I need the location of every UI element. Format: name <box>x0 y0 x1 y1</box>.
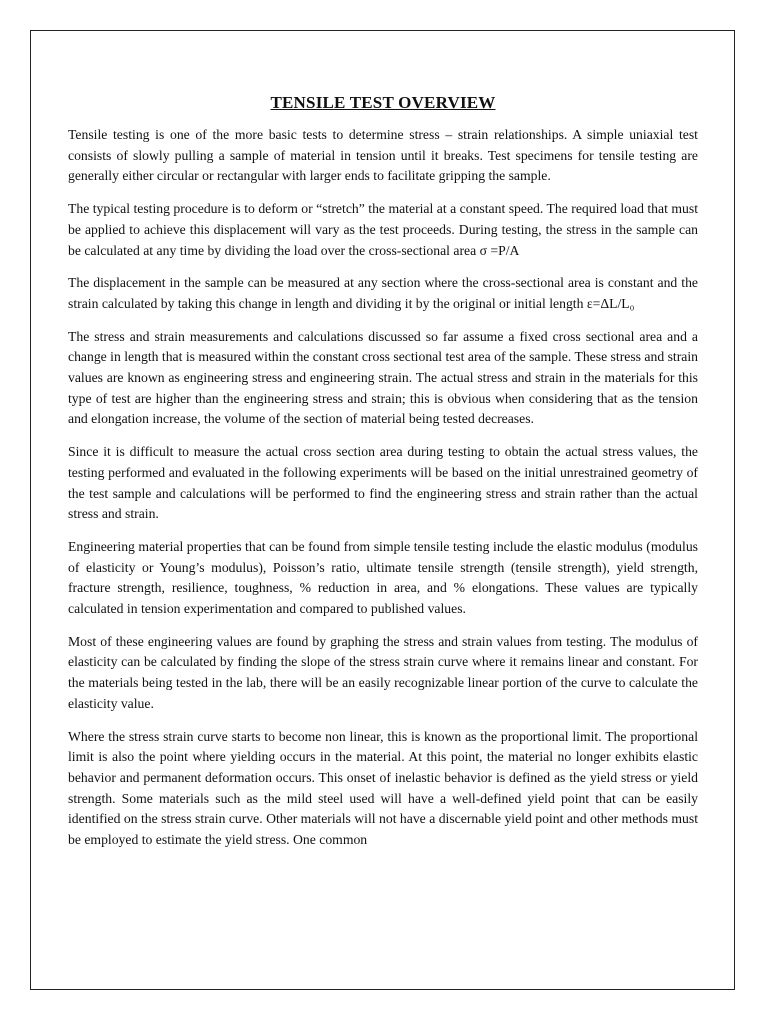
paragraph-proportional-limit: Where the stress strain curve starts to become non linear, this is known as the proportional limit. The proportional limit is also the point where yielding occurs in the material. At this point, the material no longer exhibits elastic behavior and permanent deformation occurs. This onset of inelastic behavior is defined as the yield stress or yield strength. Some materials such as the mild steel used will have a well-defined yield point that can be easily identified on the stress strain curve. Other materials will not have a discernable yield point and other methods must be employed to estimate the yield stress. One common <box>68 728 698 848</box>
paragraph-initial-geometry: Since it is difficult to measure the actual cross section area during testing to obtain the actual stress values, the testing performed and evaluated in the following experiments will be based on the initial unrestrained geometry of the test sample and calculations will be performed to find the engineering stress and strain rather than the actual stress and strain. <box>68 444 698 522</box>
paragraph-material-properties: Engineering material properties that can be found from simple tensile testing include the elastic modulus (modulus of elasticity or Young’s modulus), Poisson’s ratio, ultimate tensile strength (tensile strength), yield strength, fracture strength, resilience, toughness, % reduction in area, and % elongations. These values are typically calculated in tension experimentation and compared to published values. <box>68 538 698 617</box>
document-title: TENSILE TEST OVERVIEW <box>270 93 496 112</box>
page-frame <box>30 30 735 990</box>
paragraph-engineering-stress: The stress and strain measurements and calculations discussed so far assume a fixed cross sectional area and a change in length that is measured within the constant cross sectional test area of the sample. These stress and strain values are known as engineering stress and engineering strain. The actual stress and strain in the materials for this type of test are higher than the engineering stress and strain; this is obvious when considering that as the tension and elongation increase, the volume of the section of material being tested decreases. <box>68 328 698 427</box>
document-body <box>68 93 698 851</box>
paragraph-intro: Tensile testing is one of the more basic tests to determine stress – strain relationships. A simple uniaxial test consists of slowly pulling a sample of material in tension until it breaks. Test specimens for tensile testing are generally either circular or rectangular with larger ends to facilitate gripping the sample. <box>68 127 698 184</box>
paragraph-modulus: Most of these engineering values are found by graphing the stress and strain values from testing. The modulus of elasticity can be calculated by finding the slope of the stress strain curve where it remains linear and constant. For the materials being tested in the lab, there will be an easily recognizable linear portion of the curve to calculate the elasticity value. <box>68 633 698 711</box>
paragraph-procedure: The typical testing procedure is to deform or “stretch” the material at a constant speed. The required load that must be applied to achieve this displacement will vary as the test proceeds. During testing, the stress in the sample can be calculated at any time by dividing the load over the cross-sectional area σ =P/A <box>68 201 698 258</box>
paragraph-displacement: The displacement in the sample can be measured at any section where the cross-sectional area is constant and the strain calculated by taking this change in length and dividing it by the original or initial length ε=ΔL/L₀ <box>68 275 698 311</box>
